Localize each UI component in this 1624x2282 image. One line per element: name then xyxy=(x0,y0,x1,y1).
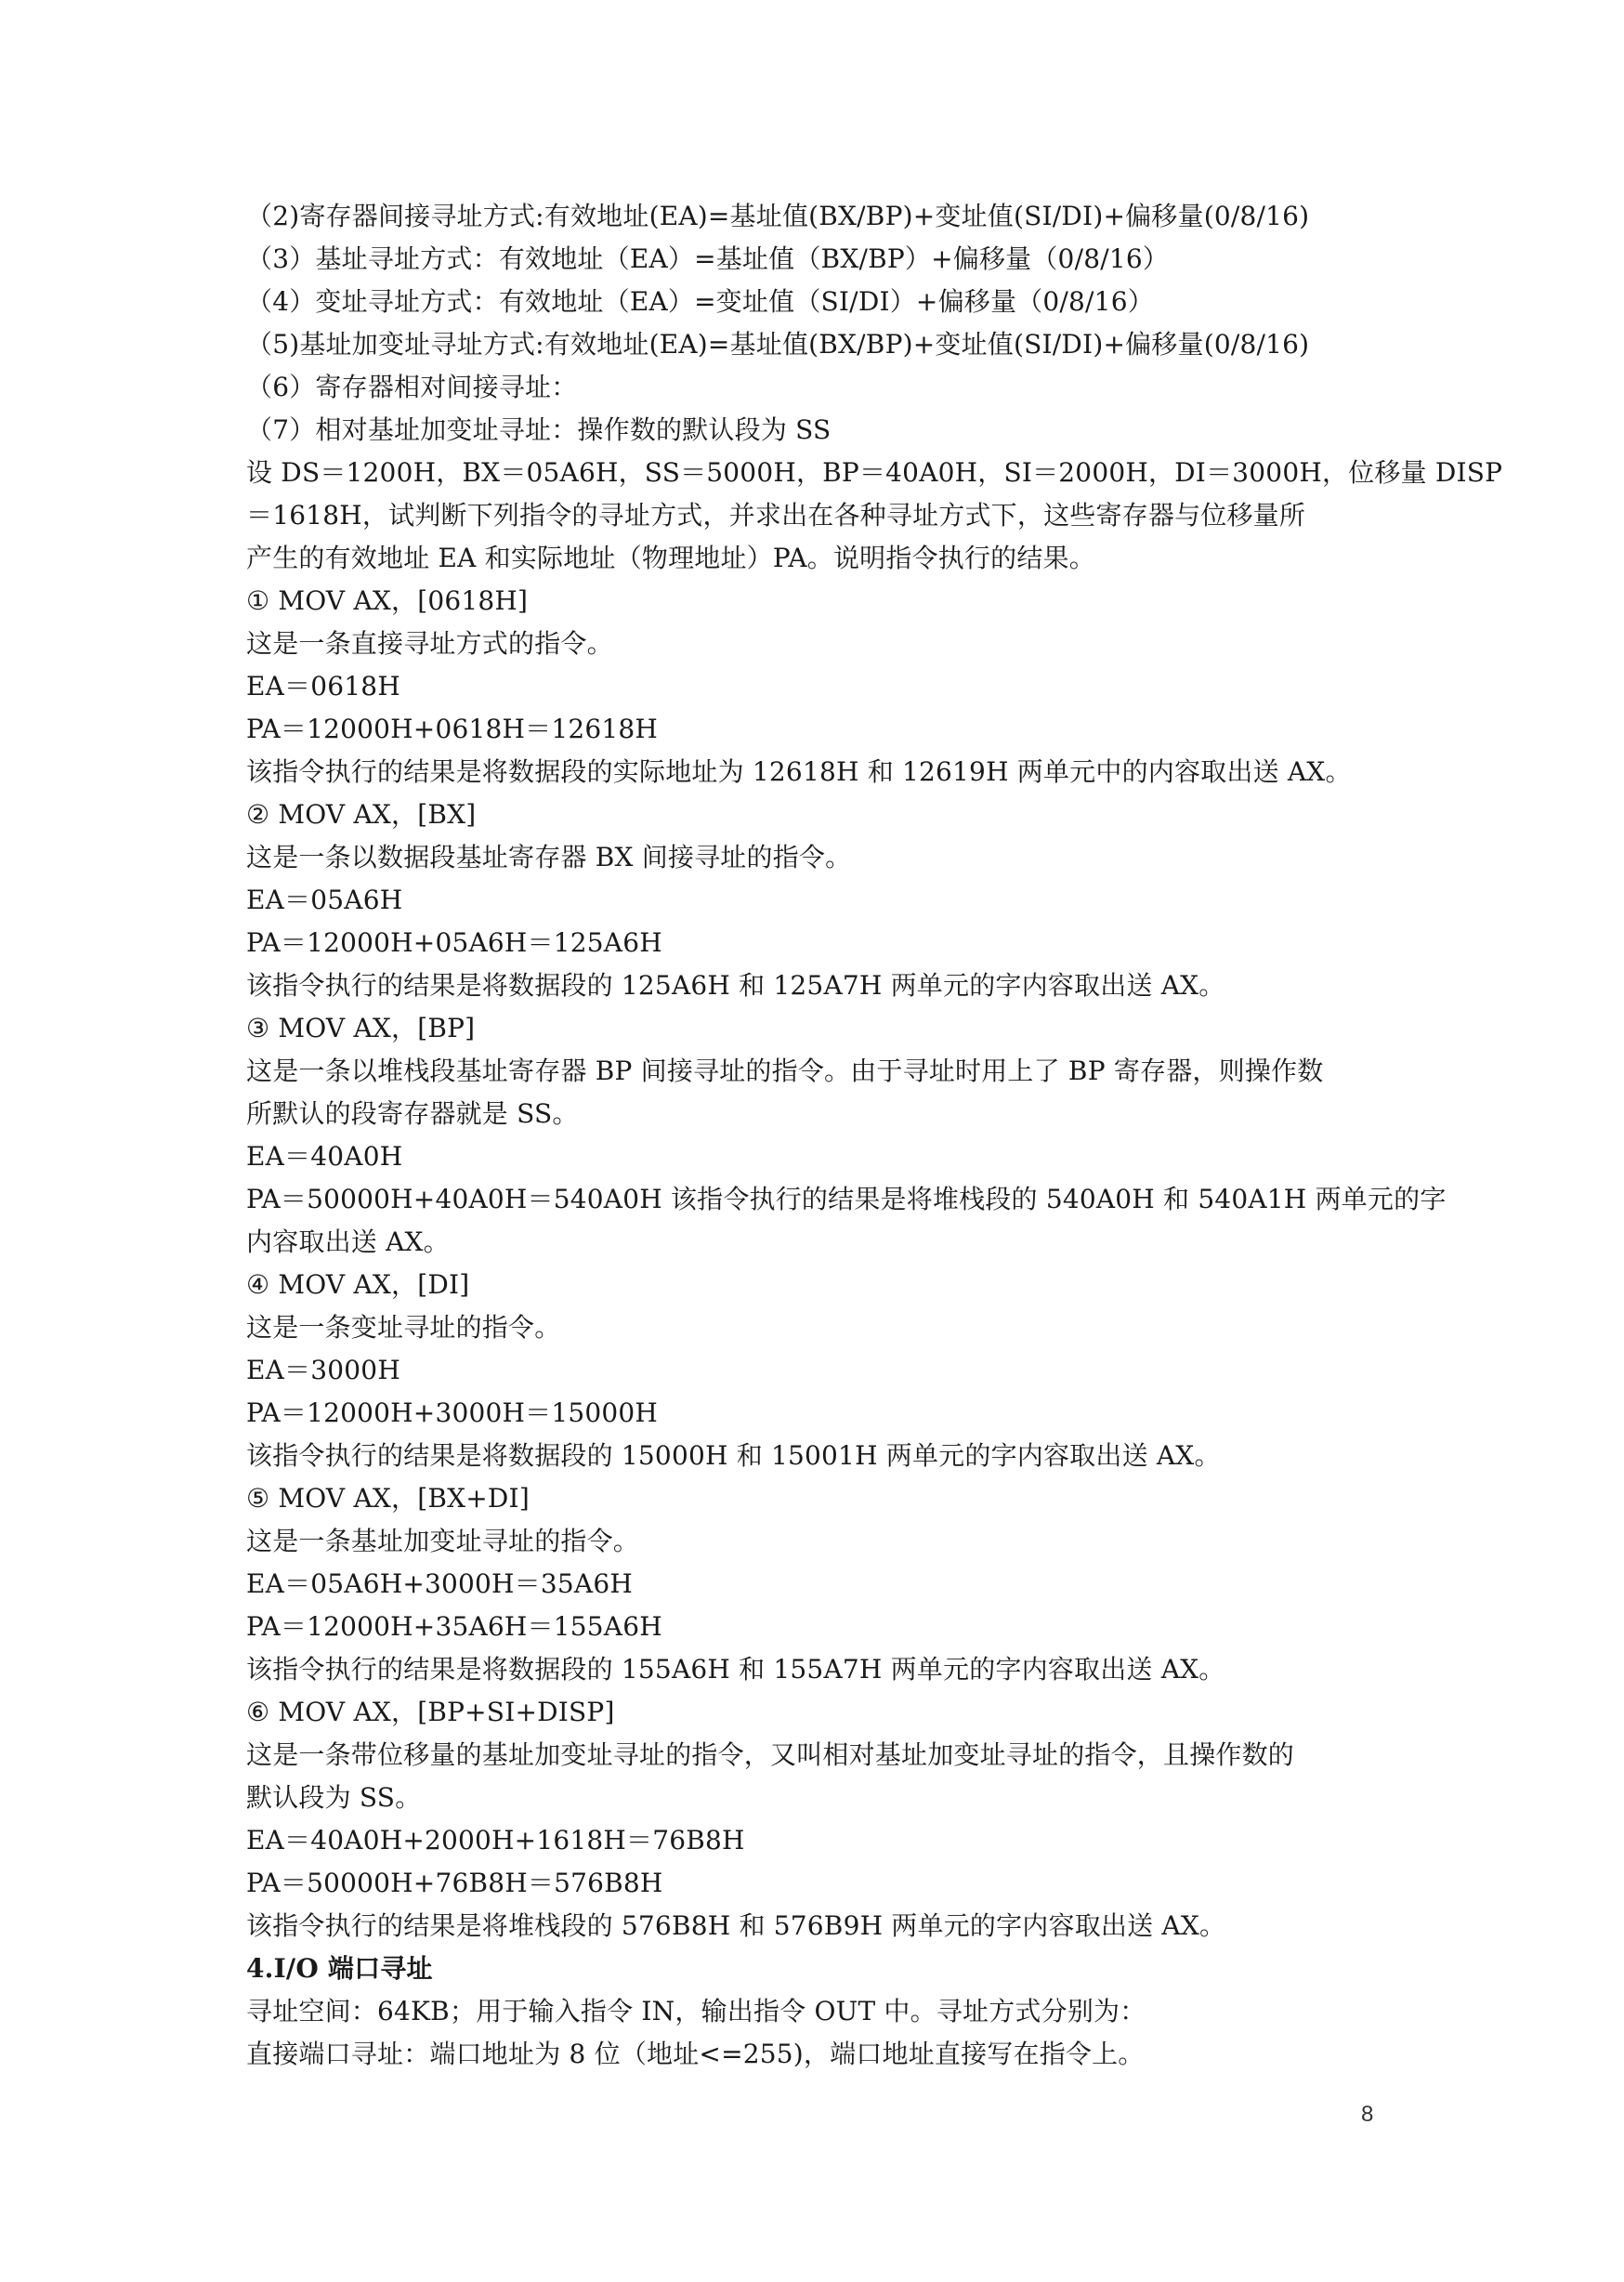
instruction-heading: ⑤ MOV AX，[BX+DI] xyxy=(246,1483,530,1514)
text-line: 所默认的段寄存器就是 SS。 xyxy=(246,1098,579,1129)
section-heading: 4.I/O 端口寻址 xyxy=(246,1953,433,1984)
instruction-heading: ② MOV AX，[BX] xyxy=(246,799,477,830)
text-line: 该指令执行的结果是将数据段的 15000H 和 15001H 两单元的字内容取出送 AX。 xyxy=(246,1440,1221,1471)
text-line: EA＝3000H xyxy=(246,1355,400,1385)
text-line: 这是一条基址加变址寻址的指令。 xyxy=(246,1526,640,1556)
text-line: （7）相对基址加变址寻址：操作数的默认段为 SS xyxy=(246,414,832,445)
text-line: 直接端口寻址：端口地址为 8 位（地址<=255)，端口地址直接写在指令上。 xyxy=(246,2039,1145,2069)
text-line: 该指令执行的结果是将数据段的 155A6H 和 155A7H 两单元的字内容取出送 AX。 xyxy=(246,1654,1225,1685)
text-line: （2)寄存器间接寻址方式:有效地址(EA)=基址值(BX/BP)+变址值(SI/DI)+偏移量(0/8/16) xyxy=(246,201,1310,231)
text-line: （4）变址寻址方式：有效地址（EA）=变址值（SI/DI）+偏移量（0/8/16） xyxy=(246,286,1154,317)
text-line: 默认段为 SS。 xyxy=(246,1782,422,1813)
text-line: PA＝50000H+76B8H＝576B8H xyxy=(246,1868,663,1898)
text-line: PA＝12000H+35A6H＝155A6H xyxy=(246,1611,662,1642)
text-line: EA＝05A6H xyxy=(246,885,403,915)
text-line: PA＝50000H+40A0H＝540A0H 该指令执行的结果是将堆栈段的 540A0H 和 540A1H 两单元的字 xyxy=(246,1184,1447,1214)
text-line: ＝1618H，试判断下列指令的寻址方式，并求出在各种寻址方式下，这些寄存器与位移量所 xyxy=(246,500,1306,531)
instruction-heading: ① MOV AX，[0618H] xyxy=(246,585,529,616)
instruction-heading: ④ MOV AX，[DI] xyxy=(246,1269,470,1300)
document-body xyxy=(246,195,1503,2076)
text-line: PA＝12000H+05A6H＝125A6H xyxy=(246,927,662,958)
text-line: 该指令执行的结果是将堆栈段的 576B8H 和 576B9H 两单元的字内容取出送 AX。 xyxy=(246,1910,1226,1941)
text-line: EA＝40A0H xyxy=(246,1141,403,1172)
text-line: （3）基址寻址方式：有效地址（EA）=基址值（BX/BP）+偏移量（0/8/16） xyxy=(246,243,1170,274)
instruction-heading: ⑥ MOV AX，[BP+SI+DISP] xyxy=(246,1697,615,1727)
text-line: EA＝40A0H+2000H+1618H＝76B8H xyxy=(246,1825,745,1856)
text-line: 内容取出送 AX。 xyxy=(246,1226,450,1257)
instruction-heading: ③ MOV AX，[BP] xyxy=(246,1013,476,1043)
text-line: PA＝12000H+3000H＝15000H xyxy=(246,1397,659,1428)
text-line: 产生的有效地址 EA 和实际地址（物理地址）PA。说明指令执行的结果。 xyxy=(246,543,1095,573)
text-line: PA＝12000H+0618H＝12618H xyxy=(246,714,659,744)
text-line: 这是一条变址寻址的指令。 xyxy=(246,1312,561,1343)
text-line: 这是一条以数据段基址寄存器 BX 间接寻址的指令。 xyxy=(246,842,852,872)
text-line: 寻址空间：64KB；用于输入指令 IN，输出指令 OUT 中。寻址方式分别为： xyxy=(246,1996,1146,2026)
text-line: （5)基址加变址寻址方式:有效地址(EA)=基址值(BX/BP)+变址值(SI/DI)+偏移量(0/8/16) xyxy=(246,329,1310,360)
text-line: 这是一条直接寻址方式的指令。 xyxy=(246,628,613,659)
text-line: 这是一条带位移量的基址加变址寻址的指令，又叫相对基址加变址寻址的指令，且操作数的 xyxy=(246,1739,1295,1770)
text-line: 该指令执行的结果是将数据段的实际地址为 12618H 和 12619H 两单元中的内容取出送 AX。 xyxy=(246,756,1352,787)
text-line: 这是一条以堆栈段基址寄存器 BP 间接寻址的指令。由于寻址时用上了 BP 寄存器，则操作数 xyxy=(246,1056,1324,1086)
text-line: EA＝05A6H+3000H＝35A6H xyxy=(246,1568,633,1599)
text-line: 设 DS＝1200H，BX＝05A6H，SS＝5000H，BP＝40A0H，SI＝2000H，DI＝3000H，位移量 DISP xyxy=(246,457,1503,488)
page-number: 8 xyxy=(1361,2102,1374,2127)
text-line: （6）寄存器相对间接寻址： xyxy=(246,372,578,402)
text-line: 该指令执行的结果是将数据段的 125A6H 和 125A7H 两单元的字内容取出送 AX。 xyxy=(246,970,1225,1001)
text-line: EA＝0618H xyxy=(246,671,400,702)
